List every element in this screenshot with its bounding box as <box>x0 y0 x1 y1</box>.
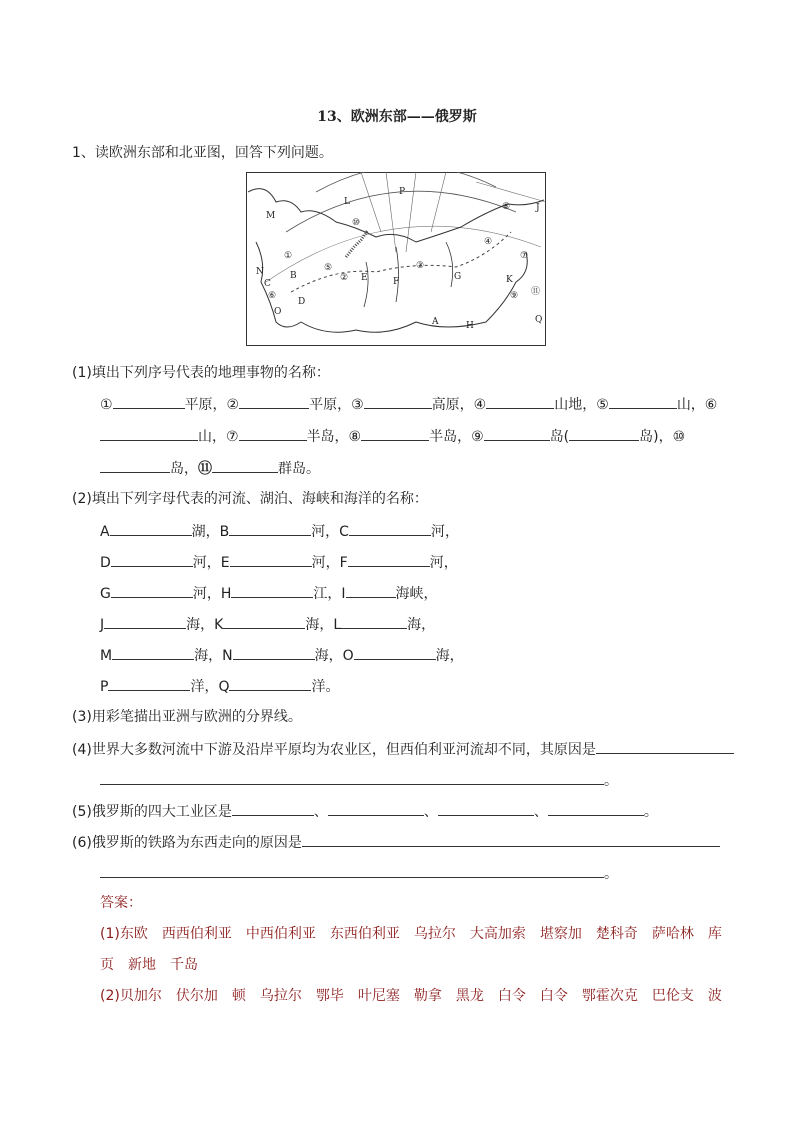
text: 海， <box>435 648 464 664</box>
blank[interactable] <box>239 426 307 441</box>
part4-line2 <box>100 770 618 790</box>
svg-text:⑦: ⑦ <box>520 251 529 261</box>
blank[interactable] <box>100 458 170 473</box>
svg-text:Q: Q <box>535 315 543 325</box>
text: ⑪ <box>198 461 212 477</box>
text: 河， <box>430 524 459 540</box>
text: 山，⑥ <box>676 397 718 413</box>
svg-text:⑪: ⑪ <box>531 287 541 297</box>
text: 岛( <box>549 429 570 445</box>
text: 湖，B <box>191 524 230 540</box>
blank[interactable] <box>111 552 193 567</box>
part6 <box>72 832 720 852</box>
blank[interactable] <box>231 583 313 598</box>
blank[interactable] <box>100 863 604 878</box>
blank[interactable] <box>486 394 554 409</box>
svg-text:H: H <box>466 321 474 331</box>
text: 山地，⑤ <box>554 397 609 413</box>
svg-text:N: N <box>256 267 264 277</box>
text: J <box>100 617 105 633</box>
text: (5)俄罗斯的四大工业区是 <box>72 804 232 820</box>
svg-text:C: C <box>264 279 271 289</box>
svg-text:P: P <box>399 187 406 197</box>
part2-row <box>100 614 435 634</box>
blank[interactable] <box>548 801 644 816</box>
part2-row <box>100 676 339 696</box>
blank[interactable] <box>233 645 315 660</box>
svg-text:E: E <box>361 273 368 283</box>
svg-text:⑥: ⑥ <box>268 291 277 301</box>
blank[interactable] <box>111 583 193 598</box>
answer-line: 页 新地 千岛 <box>100 957 198 973</box>
question-intro: 1、读欧洲东部和北亚图，回答下列问题。 <box>72 145 333 161</box>
russia-map <box>246 172 546 346</box>
svg-text:G: G <box>454 272 462 282</box>
svg-text:①: ① <box>284 251 293 261</box>
blank[interactable] <box>341 614 407 629</box>
text: 海，O <box>314 648 354 664</box>
text: (6)俄罗斯的铁路为东西走向的原因是 <box>72 835 302 851</box>
blank[interactable] <box>104 614 186 629</box>
text: 河， <box>429 555 458 571</box>
text: ① <box>100 397 113 413</box>
svg-text:L: L <box>344 197 350 207</box>
text: 半岛，⑧ <box>306 429 362 445</box>
blank[interactable] <box>569 426 639 441</box>
blank[interactable] <box>438 801 534 816</box>
text: 海，N <box>194 648 233 664</box>
text: 山，⑦ <box>198 429 239 445</box>
part1-row2 <box>100 426 685 446</box>
blank[interactable] <box>302 832 720 847</box>
svg-text:A: A <box>432 317 439 327</box>
blank[interactable] <box>354 645 436 660</box>
text: 平原，③ <box>309 397 364 413</box>
text: A <box>100 524 110 540</box>
part1-row3 <box>100 458 320 478</box>
text: 高原，④ <box>431 397 487 413</box>
text: 河，H <box>192 586 232 602</box>
text: 海，L <box>305 617 342 633</box>
svg-text:⑩: ⑩ <box>352 218 361 228</box>
blank[interactable] <box>113 394 185 409</box>
blank[interactable] <box>346 583 396 598</box>
blank[interactable] <box>112 645 194 660</box>
part1-heading: (1)填出下列序号代表的地理事物的名称： <box>72 365 330 381</box>
part2-heading: (2)填出下列字母代表的河流、湖泊、海峡和海洋的名称： <box>72 491 428 507</box>
text: (4)世界大多数河流中下游及沿岸平原均为农业区，但西伯利亚河流却不同，其原因是 <box>72 742 596 758</box>
text: 海峡， <box>395 586 438 602</box>
svg-text:F: F <box>393 277 400 287</box>
text: 。 <box>604 773 618 789</box>
svg-text:J: J <box>536 203 540 213</box>
svg-text:③: ③ <box>416 261 425 271</box>
blank[interactable] <box>100 426 198 441</box>
svg-text:B: B <box>290 271 297 281</box>
part5 <box>72 801 658 821</box>
text: P <box>100 679 109 695</box>
part2-row <box>100 583 438 603</box>
svg-text:②: ② <box>340 273 349 283</box>
svg-text:⑤: ⑤ <box>324 263 333 273</box>
text: 江，I <box>313 586 346 602</box>
blank[interactable] <box>230 552 312 567</box>
text: D <box>100 555 111 571</box>
blank[interactable] <box>348 552 430 567</box>
svg-text:④: ④ <box>484 237 493 247</box>
text: 群岛。 <box>278 461 320 477</box>
text: 海，K <box>186 617 224 633</box>
svg-text:M: M <box>266 211 276 221</box>
text: 、 <box>423 804 438 820</box>
blank[interactable] <box>232 801 314 816</box>
blank[interactable] <box>100 770 604 785</box>
text: 岛， <box>170 461 198 477</box>
blank[interactable] <box>328 801 424 816</box>
text: G <box>100 586 111 602</box>
svg-text:⑨: ⑨ <box>510 291 519 301</box>
blank[interactable] <box>364 394 432 409</box>
blank[interactable] <box>212 458 278 473</box>
text: 海， <box>407 617 436 633</box>
part6-line2 <box>100 863 618 883</box>
part2-row <box>100 645 464 665</box>
text: M <box>100 648 113 664</box>
blank[interactable] <box>596 739 734 754</box>
page-title: 13、欧洲东部——俄罗斯 <box>317 109 477 125</box>
svg-text:D: D <box>298 297 306 307</box>
text: 河，C <box>311 524 349 540</box>
part2-row <box>100 552 458 572</box>
blank[interactable] <box>484 426 550 441</box>
blank[interactable] <box>108 676 190 691</box>
blank[interactable] <box>229 521 311 536</box>
blank[interactable] <box>361 426 429 441</box>
text: 、 <box>533 804 548 820</box>
text: 河，E <box>192 555 230 571</box>
text: 洋。 <box>311 679 340 695</box>
part3: (3)用彩笔描出亚洲与欧洲的分界线。 <box>72 709 302 725</box>
text: 。 <box>643 804 658 820</box>
part1-row1 <box>100 394 717 414</box>
text: 平原，② <box>184 397 240 413</box>
blank[interactable] <box>229 676 311 691</box>
blank[interactable] <box>349 521 431 536</box>
part2-row <box>100 521 459 541</box>
text: 半岛，⑨ <box>429 429 484 445</box>
answer-line: (1)东欧 西西伯利亚 中西伯利亚 东西伯利亚 乌拉尔 大高加索 堪察加 楚科奇 萨哈林 库 <box>100 926 722 942</box>
svg-text:K: K <box>506 275 513 285</box>
blank[interactable] <box>110 521 192 536</box>
answer-line: (2)贝加尔 伏尔加 顿 乌拉尔 鄂毕 叶尼塞 勒拿 黑龙 白令 白令 鄂霍次克 巴伦支 波 <box>100 988 722 1004</box>
blank[interactable] <box>239 394 309 409</box>
text: 、 <box>313 804 328 820</box>
svg-text:⑧: ⑧ <box>502 202 511 212</box>
answer-label: 答案： <box>100 895 142 911</box>
text: 。 <box>604 866 618 882</box>
part4 <box>72 739 734 759</box>
text: 洋，Q <box>190 679 230 695</box>
blank[interactable] <box>609 394 677 409</box>
text: 河，F <box>311 555 348 571</box>
blank[interactable] <box>223 614 305 629</box>
text: 岛)，⑩ <box>639 429 686 445</box>
svg-text:O: O <box>274 307 282 317</box>
